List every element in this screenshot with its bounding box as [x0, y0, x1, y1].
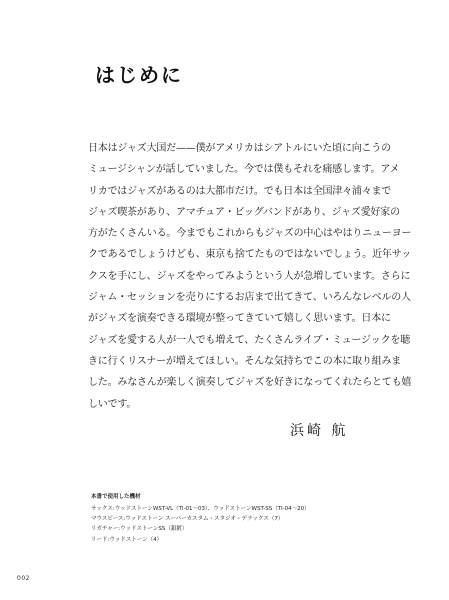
equipment-item: サックス:ウッドストーンWST-VL（Tl-01～03）、ウッドストーンWST-SS（Tl-04～20） [91, 506, 310, 512]
author-signature: 浜崎 航 [290, 423, 349, 439]
body-line: しいです。 [88, 398, 137, 410]
equipment-list [91, 490, 310, 545]
equipment-item: マウスピース:ウッドストーン スーパーカスタム・スタジオ・デラックス（7） [91, 516, 284, 523]
equipment-item: リード:ウッドストーン（4） [91, 536, 163, 543]
equipment-heading: 本書で使用した機材 [91, 494, 141, 500]
body-line: クスを手にし、ジャズをやってみようという人が急増しています。さらに [88, 270, 411, 282]
page-title: はじめに [95, 63, 183, 87]
body-line: 方がたくさんいる。今までもこれからもジャズの中心はやはりニューヨー [88, 228, 412, 240]
body-line: がジャズを演奏できる環境が整ってきていて嬉しく思います。日本に [88, 313, 391, 325]
body-line: ジャム・セッションを売りにするお店まで出てきて、いろんなレベルの人 [88, 292, 411, 304]
body-text [88, 138, 412, 415]
body-line: ジャズ喫茶があり、アマチュア・ビッグバンドがあり、ジャズ愛好家の [88, 206, 400, 218]
body-line: クであるでしょうけども、東京も捨てたものではないでしょう。近年サッ [88, 249, 412, 261]
equipment-item: リガチャー:ウッドストーンSS（銀鍍） [91, 526, 188, 533]
body-line: きに行くリスナーが増えてほしい。そんな気持ちでこの本に取り組みま [88, 355, 402, 367]
body-line: ミュージシャンが話していました。今では僕もそれを痛感します。アメ [88, 164, 400, 176]
body-line: した。みなさんが楽しく演奏してジャズを好きになってくれたらとても嬉 [88, 377, 412, 389]
body-line: リカではジャズがあるのは大都市だけ。でも日本は全国津々浦々まで [88, 185, 392, 197]
body-line: ジャズを愛する人が一人でも増えて、たくさんライブ・ミュージックを聴 [88, 334, 410, 346]
page-number: 002 [17, 575, 30, 582]
body-line: 日本はジャズ大国だ——僕がアメリカはシアトルにいた頃に向こうの [88, 143, 391, 154]
